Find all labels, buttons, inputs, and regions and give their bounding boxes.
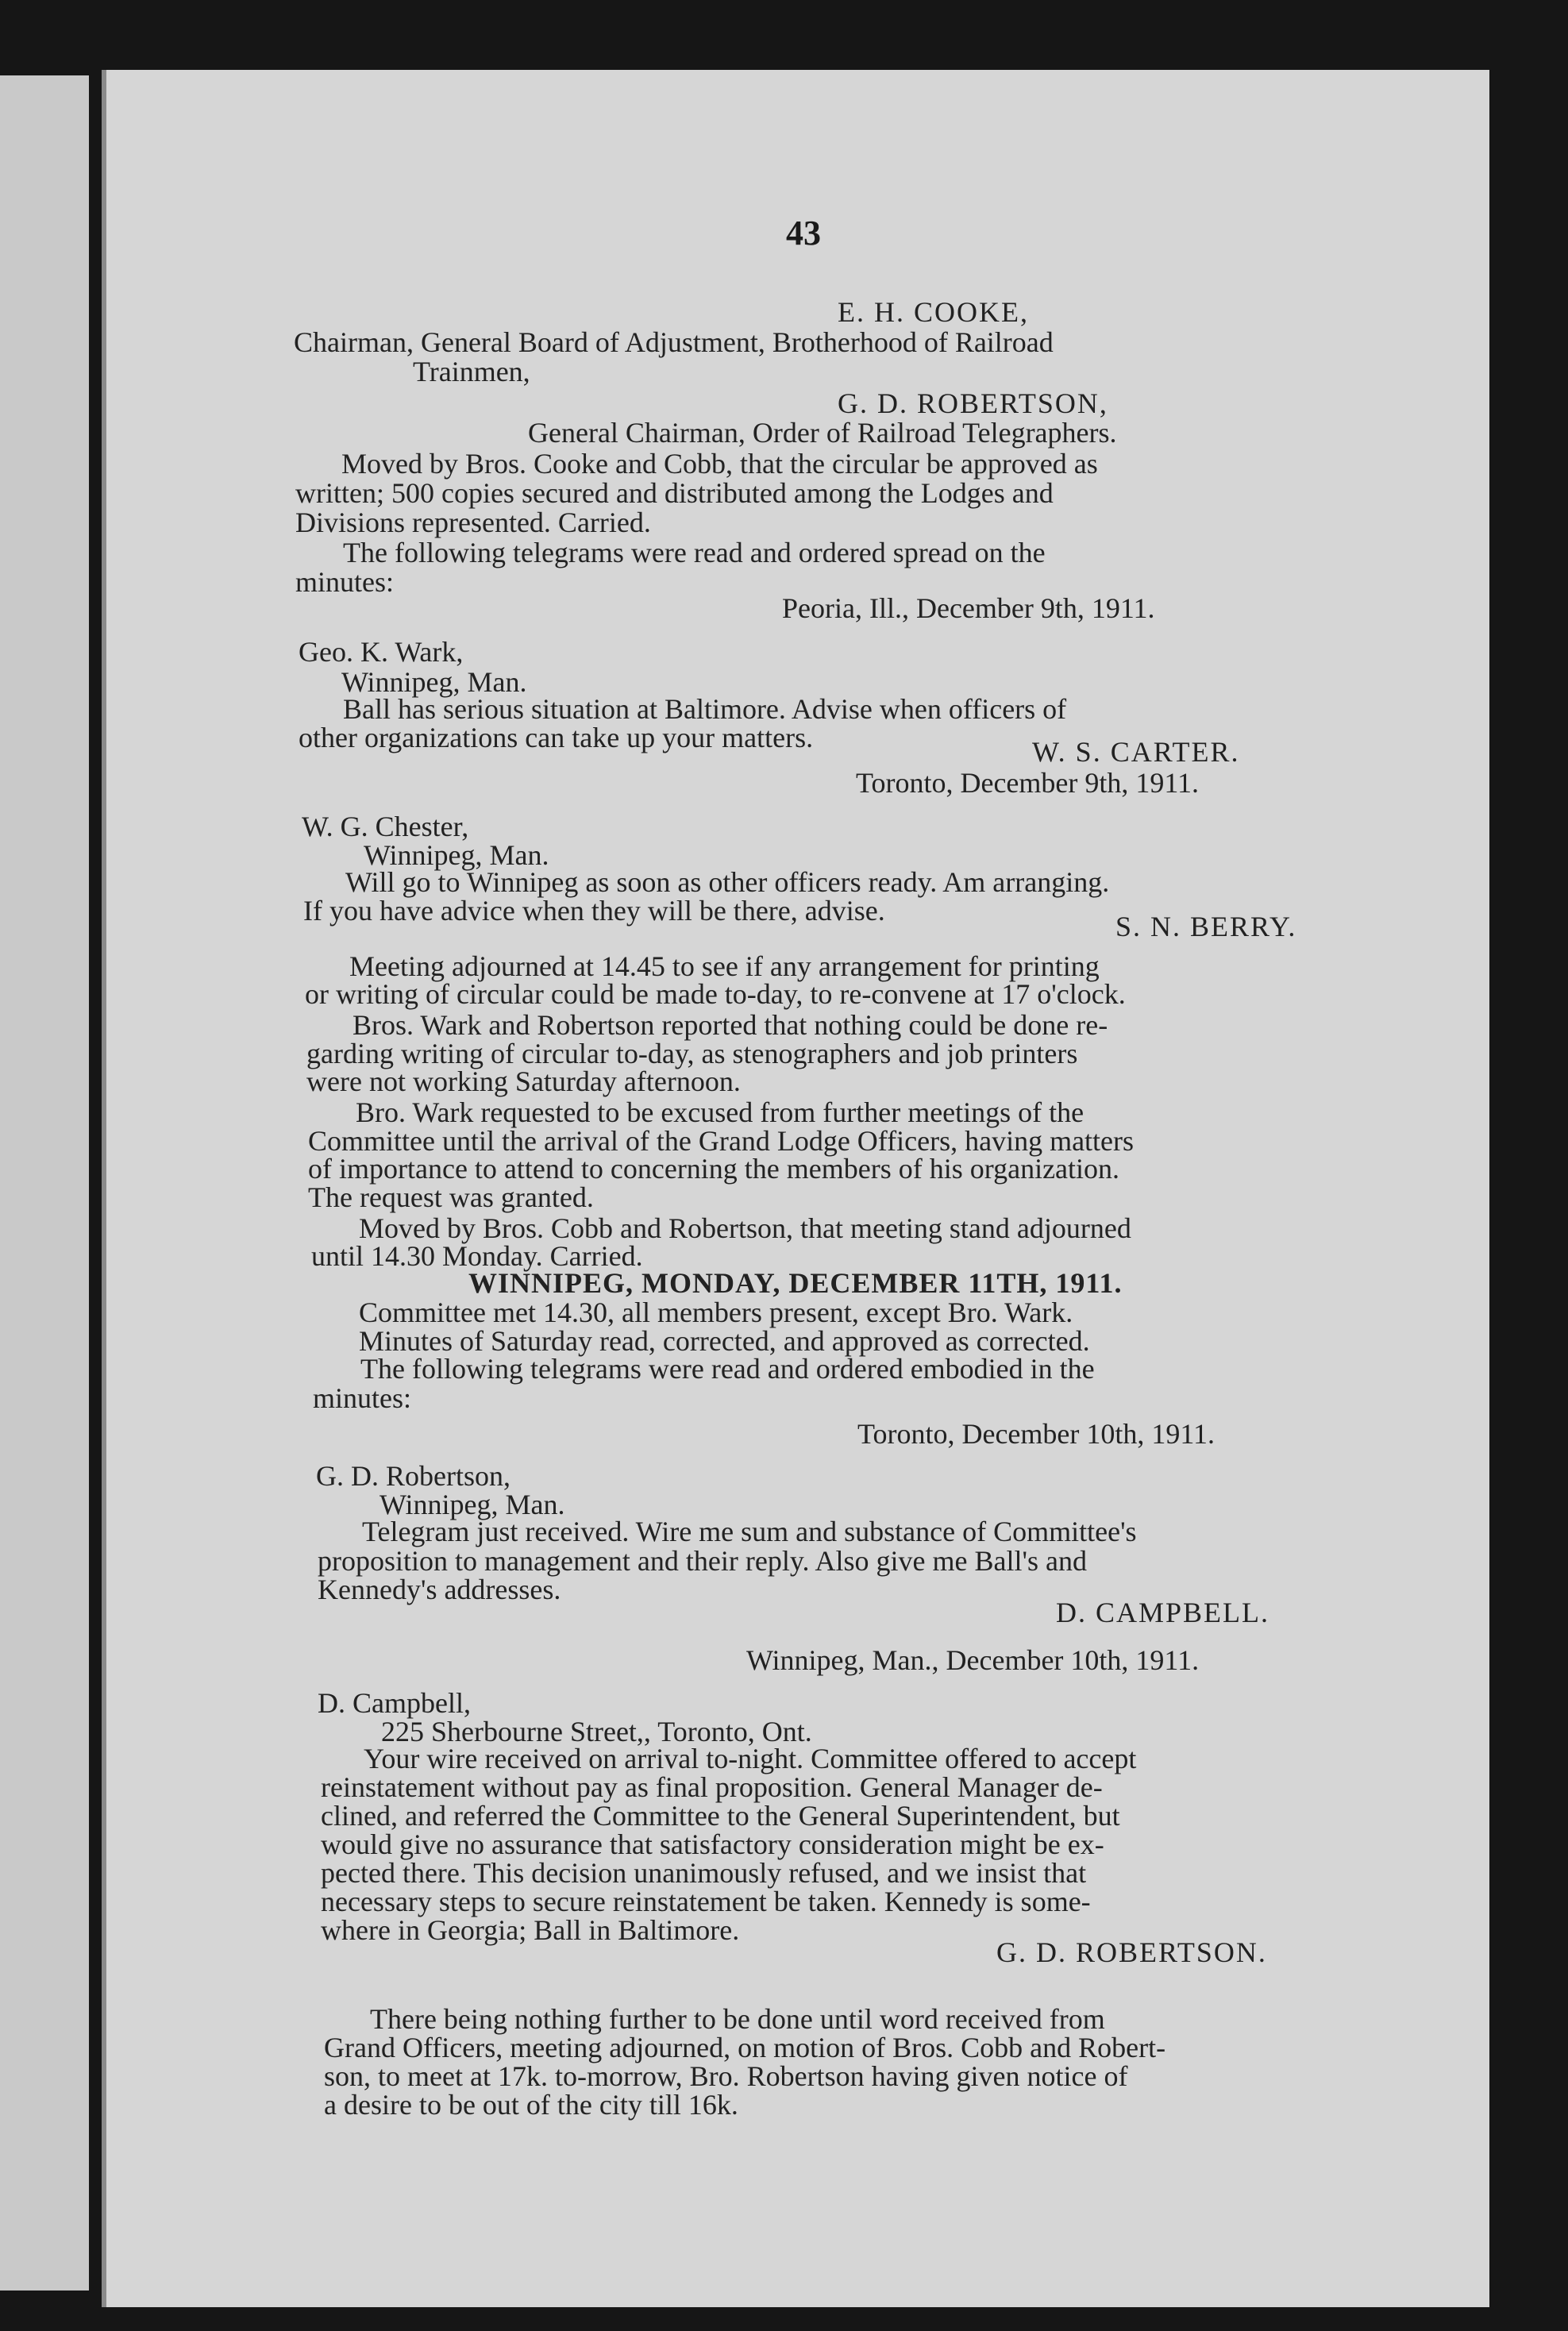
text-line: There being nothing further to be done until word received from [370,2003,1105,2035]
text-line: Winnipeg, Man. [364,839,549,871]
text-line: written; 500 copies secured and distributed among the Lodges and [295,477,1054,509]
text-line: a desire to be out of the city till 16k. [324,2089,738,2121]
text-line: or writing of circular could be made to-day, to re-convene at 17 o'clock. [305,978,1126,1010]
text-line: pected there. This decision unanimously refused, and we insist that [321,1857,1087,1889]
text-line: Moved by Bros. Cobb and Robertson, that meeting stand adjourned [359,1212,1131,1244]
text-line: W. G. Chester, [302,811,469,842]
text-line: Geo. K. Wark, [299,636,464,668]
text-line: The following telegrams were read and ordered spread on the [343,537,1046,568]
text-line: Committee until the arrival of the Grand Lodge Officers, having matters [308,1125,1135,1157]
signature-line: S. N. BERRY. [1115,911,1297,942]
text-line: were not working Saturday afternoon. [306,1065,741,1097]
text-line: of importance to attend to concerning the members of his organization. [308,1153,1120,1185]
text-line: D. Campbell, [318,1687,471,1719]
signature-line: W. S. CARTER. [1032,736,1240,768]
text-line: Minutes of Saturday read, corrected, and approved as corrected. [359,1325,1090,1357]
text-line: until 14.30 Monday. Carried. [311,1240,643,1272]
text-line: Will go to Winnipeg as soon as other officers ready. Am arranging. [345,866,1110,898]
text-line: Toronto, December 9th, 1911. [856,767,1200,799]
text-line: 225 Sherbourne Street,, Toronto, Ont. [381,1716,812,1747]
text-line: other organizations can take up your matters. [299,722,814,753]
signature-line: E. H. COOKE, [838,296,1029,328]
text-line: Winnipeg, Man., December 10th, 1911. [746,1644,1200,1676]
text-line: G. D. Robertson, [316,1460,510,1492]
text-line: reinstatement without pay as final proposition. General Manager de- [321,1771,1103,1803]
text-line: Bro. Wark requested to be excused from further meetings of the [356,1096,1085,1128]
text-line: would give no assurance that satisfactory consideration might be ex- [321,1828,1104,1860]
signature-line: G. D. ROBERTSON, [838,387,1108,419]
text-line: Winnipeg, Man. [379,1489,565,1520]
text-line: Peoria, Ill., December 9th, 1911. [782,592,1155,624]
text-line: Telegram just received. Wire me sum and substance of Committee's [362,1516,1137,1547]
text-line: If you have advice when they will be there, advise. [303,895,885,927]
text-line: minutes: [295,566,394,598]
text-line: Moved by Bros. Cooke and Cobb, that the circular be approved as [341,448,1098,480]
page-number: 43 [786,214,821,252]
text-line: Grand Officers, meeting adjourned, on motion of Bros. Cobb and Robert- [324,2032,1166,2063]
text-line: necessary steps to secure reinstatement be taken. Kennedy is some- [321,1886,1091,1917]
text-line: son, to meet at 17k. to-morrow, Bro. Robertson having given notice of [324,2060,1128,2092]
text-line: clined, and referred the Committee to the General Superintendent, but [321,1800,1120,1832]
text-line: Meeting adjourned at 14.45 to see if any arrangement for printing [349,950,1100,982]
signature-line: G. D. ROBERTSON. [996,1936,1267,1968]
text-line: proposition to management and their reply. Also give me Ball's and [318,1545,1087,1577]
text-line: The following telegrams were read and ordered embodied in the [360,1353,1095,1385]
text-line: Chairman, General Board of Adjustment, Brotherhood of Railroad [294,326,1054,358]
text-line: Divisions represented. Carried. [295,507,651,538]
signature-line: D. CAMPBELL. [1056,1597,1270,1628]
text-line: Winnipeg, Man. [341,666,527,698]
text-line: Toronto, December 10th, 1911. [857,1418,1215,1450]
text-line: garding writing of circular to-day, as stenographers and job printers [306,1038,1078,1069]
text-line: The request was granted. [308,1181,594,1213]
text-line: minutes: [313,1382,411,1414]
text-line: Committee met 14.30, all members present, except Bro. Wark. [359,1296,1073,1328]
adjacent-page-edge [0,75,89,2291]
text-line: Bros. Wark and Robertson reported that nothing could be done re- [353,1009,1108,1041]
text-line: General Chairman, Order of Railroad Telegraphers. [528,417,1117,449]
text-line: where in Georgia; Ball in Baltimore. [321,1914,740,1946]
section-heading: WINNIPEG, MONDAY, DECEMBER 11TH, 1911. [468,1267,1123,1299]
text-line: Trainmen, [413,356,530,387]
text-line: Your wire received on arrival to-night. Committee offered to accept [364,1743,1137,1774]
text-line: Kennedy's addresses. [318,1574,561,1605]
text-line: Ball has serious situation at Baltimore. Advise when officers of [343,693,1067,725]
